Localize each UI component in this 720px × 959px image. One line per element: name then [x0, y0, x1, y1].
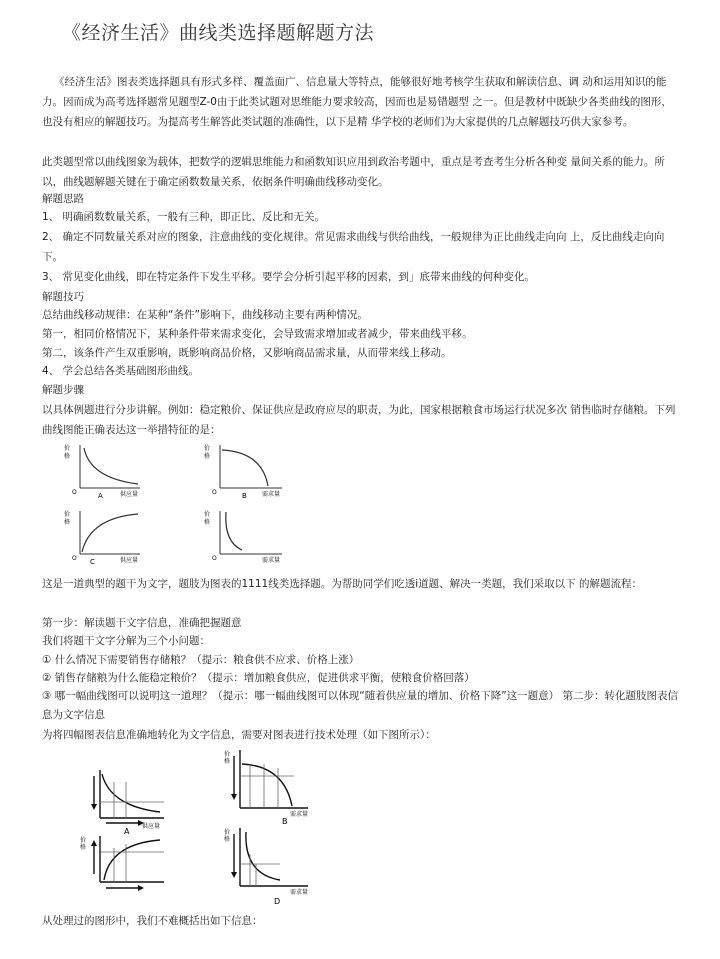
silu-item-3: 3、 常见变化曲线，即在特定条件下发生平移。要学会分析引起平移的因素，到」底带来曲线的何种变化。	[42, 271, 536, 283]
origin-b: O	[212, 489, 217, 496]
question-3: ③ 哪一幅曲线图可以说明这一道理？（提示：哪一幅曲线图可以体现“随着供应量的增加、价格下降”这一题意） 第二步：转化题肢图表信息为文字信息	[42, 690, 678, 721]
graph2-d	[224, 828, 308, 906]
figure-1	[60, 440, 290, 570]
graph-d	[204, 510, 282, 564]
jiqiao-item-2: 第二，该条件产生双重影响，既影响商品价格，又影响商品需求量，从而带来线上移动。	[42, 347, 452, 359]
curve-d	[226, 512, 242, 550]
jiqiao-item-0: 总结曲线移动规律：在某种“条件”影响下，曲线移动主要有两种情况。	[42, 309, 368, 321]
page-title: 《经济生活》曲线类选择题解题方法	[62, 22, 375, 44]
x-label-a: 供应量	[120, 491, 139, 498]
graph2-c	[80, 836, 164, 891]
y-label-b2: 格	[204, 453, 211, 460]
curve-b	[222, 450, 268, 486]
x2-label-b: 需求量	[290, 811, 309, 818]
figure-2-intro: 为将四幅图表信息准确地转化为文字信息，需要对图表进行技术处理（如下图所示）：	[42, 729, 436, 741]
curve-a	[84, 448, 138, 484]
paragraph-2: 此类题型常以曲线图象为载体，把数学的逻辑思维能力和函数知识应用到政治考题中，重点是考查考生分析各种变 量间关系的能力。所以，曲线题解题关键在于确定函数数量关系，依据条件明确曲线移动变化。	[42, 156, 665, 188]
step-1: 第一步：解读题干文字信息，准确把握题意	[42, 617, 242, 629]
heading-silu: 解题思路	[42, 193, 84, 205]
letter2-a: A	[124, 827, 130, 836]
letter2-d: D	[274, 897, 281, 906]
graph-b	[204, 444, 282, 500]
y2-label-d1: 价	[224, 829, 231, 836]
origin-d: O	[212, 555, 217, 562]
y-label-a1: 价	[64, 445, 71, 452]
origin-c: O	[72, 555, 77, 562]
letter2-b: B	[282, 817, 288, 826]
y2-label-d2: 格	[224, 836, 231, 843]
x-label-c: 供应量	[120, 557, 139, 564]
arrow-up-icon	[91, 840, 97, 846]
arrow-down-icon	[231, 794, 237, 800]
after-figure-1: 这是一道典型的题干为文字，题肢为图表的1111线类选择题。为帮助同学们吃透i道题、解决一类题，我们采取以下 的解题流程：	[42, 578, 642, 590]
heading-jiqiao: 解题技巧	[42, 291, 84, 303]
y2-label-c2: 格	[80, 844, 87, 851]
letter-c: C	[90, 558, 95, 566]
y-label-c2: 格	[64, 519, 71, 526]
curve-c	[82, 514, 138, 552]
graph-a	[64, 444, 140, 500]
arrow-down-icon	[91, 804, 97, 810]
y2-label-b2: 格	[224, 758, 231, 765]
buzhou-item-0: 以具体例题进行分步讲解。例如：稳定粮价、保证供应是政府应尽的职责，为此，国家根据粮食市场运行状况多次 销售临时存储粮。下列曲线图能正确表达这一举措特征的是：	[42, 404, 676, 436]
origin-a: O	[72, 489, 77, 496]
graph2-a	[91, 770, 164, 836]
arrow-down-icon	[231, 872, 237, 878]
heading-buzhou: 解题步骤	[42, 384, 84, 396]
letter-b: B	[242, 492, 247, 500]
question-1: ① 什么情况下需要销售存储粮？（提示：粮食供不应求、价格上涨）	[42, 654, 360, 666]
x2-label-d: 需求量	[290, 889, 309, 896]
arrow-right-icon	[138, 885, 144, 891]
x-label-b: 需求量	[262, 491, 281, 498]
figure-2	[80, 746, 330, 906]
silu-item-2: 2、 确定不同数量关系对应的图象，注意曲线的变化规律。常见需求曲线与供给曲线，一般规律为正比曲线走向向 上，反比曲线走向向下。	[42, 231, 665, 263]
question-2: ② 销售存储粮为什么能稳定粮价？（提示：增加粮食供应，促进供求平衡，使粮食价格回落）	[42, 672, 475, 684]
silu-item-1: 1、 明确函数数量关系，一般有三种，即正比、反比和无关。	[42, 211, 326, 223]
intro-paragraph: 《经济生活》图表类选择题具有形式多样、覆盖面广、信息量大等特点，能够很好地考核学生获取和解读信息、调 动和运用知识的能力。因而成为高考选择题常见题型Z-0由于此类试题对思维能力要求较高，因而也是易错题型 之一。但是教材中既缺少各类曲线的图形，也没有相应的解题技巧。为提高考生解答此类试题的准确性，以下是精 华学校的老师们为大家提供的几点解题技巧供大家参考。	[42, 76, 672, 128]
step-1-b: 我们将题干文字分解为三个小问题：	[42, 635, 210, 647]
letter-a: A	[98, 492, 103, 500]
y2-label-c1: 价	[80, 837, 87, 844]
y-label-b1: 价	[204, 445, 211, 452]
jiqiao-item-3: 4、 学会总结各类基础图形曲线。	[42, 365, 200, 377]
y-label-a2: 格	[64, 453, 71, 460]
y-label-c1: 价	[64, 511, 71, 518]
graph-c	[64, 510, 140, 566]
y-label-d1: 价	[204, 511, 211, 518]
y2-label-b1: 价	[224, 751, 231, 758]
graph2-b	[224, 750, 308, 826]
jiqiao-item-1: 第一，相同价格情况下，某种条件带来需求变化，会导致需求增加或者减少，带来曲线平移。	[42, 328, 473, 340]
x2-label-a: 供应量	[142, 823, 161, 830]
closing-line: 从处理过的图形中，我们不难概括出如下信息：	[42, 915, 263, 927]
y-label-d2: 格	[204, 519, 211, 526]
x-label-d: 需求量	[262, 557, 281, 564]
